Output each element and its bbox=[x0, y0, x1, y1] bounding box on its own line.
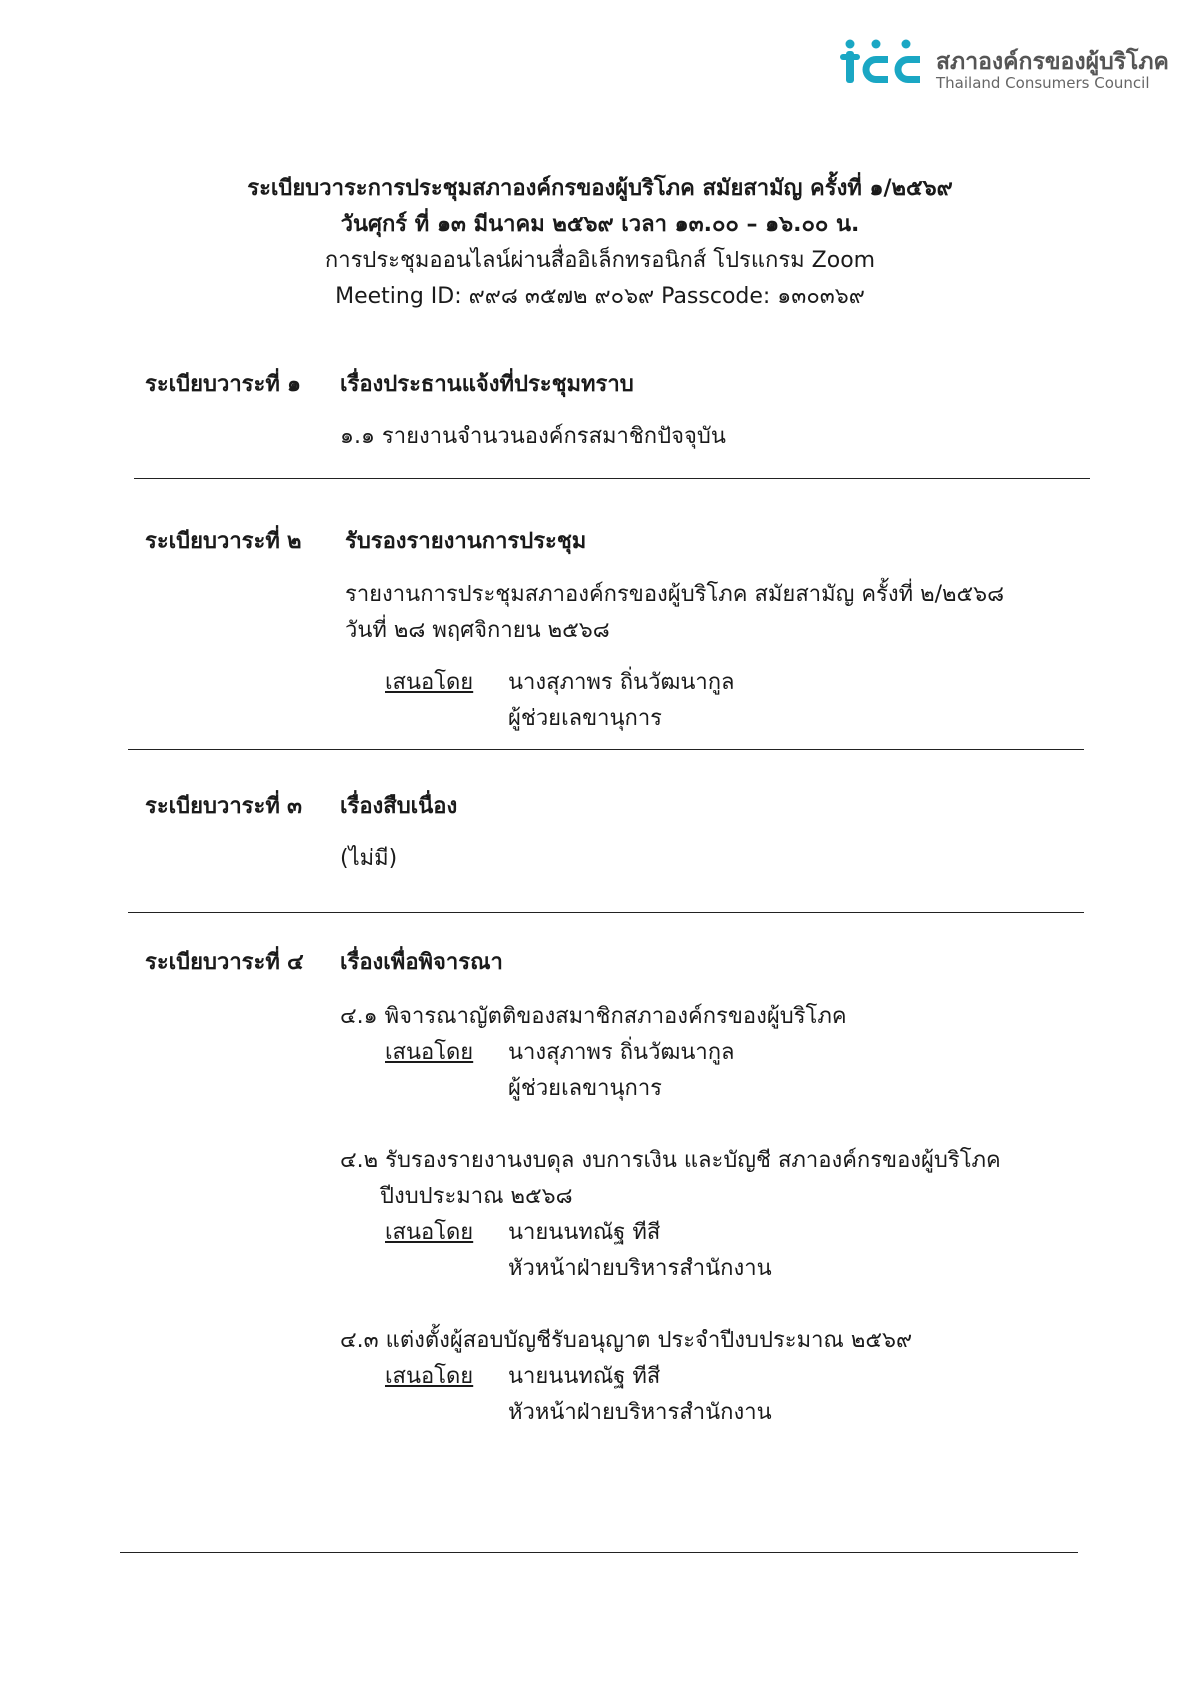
agenda-title: เรื่องสืบเนื่อง bbox=[340, 794, 458, 819]
agenda-number: ๒ bbox=[287, 529, 302, 554]
divider-line bbox=[128, 912, 1084, 913]
agenda-label: ระเบียบวาระที่ bbox=[145, 950, 280, 975]
logo-name-english: Thailand Consumers Council bbox=[936, 74, 1150, 92]
agenda-title: เรื่องเพื่อพิจารณา bbox=[340, 950, 503, 975]
meeting-title: ระเบียบวาระการประชุมสภาองค์กรของผู้บริโภค สมัยสามัญ ครั้งที่ ๑/๒๕๖๙ bbox=[247, 176, 953, 201]
meeting-id-passcode: Meeting ID: ๙๙๘ ๓๕๗๒ ๙๐๖๙ Passcode: ๑๓๐๓๖๙ bbox=[335, 284, 865, 309]
agenda-description: รายงานการประชุมสภาองค์กรของผู้บริโภค สมัยสามัญ ครั้งที่ ๒/๒๕๖๘ bbox=[345, 582, 1005, 607]
agenda-title: เรื่องประธานแจ้งที่ประชุมทราบ bbox=[340, 372, 634, 397]
presented-by-label: เสนอโดย bbox=[385, 1220, 474, 1245]
agenda-title: รับรองรายงานการประชุม bbox=[345, 529, 587, 554]
agenda-subitem: ๑.๑ รายงานจำนวนองค์กรสมาชิกปัจจุบัน bbox=[340, 424, 726, 449]
agenda-number: ๔ bbox=[287, 950, 304, 975]
agenda-subitem-continued: ปีงบประมาณ ๒๕๖๘ bbox=[380, 1184, 573, 1209]
agenda-label: ระเบียบวาระที่ bbox=[145, 529, 280, 554]
agenda-subitem: ๔.๒ รับรองรายงานงบดุล งบการเงิน และบัญชี สภาองค์กรของผู้บริโภค bbox=[340, 1148, 1001, 1173]
agenda-subitem: ๔.๓ แต่งตั้งผู้สอบบัญชีรับอนุญาต ประจำปีงบประมาณ ๒๕๖๙ bbox=[340, 1328, 913, 1353]
presenter-title: ผู้ช่วยเลขานุการ bbox=[508, 706, 662, 731]
agenda-number: ๓ bbox=[287, 794, 303, 819]
agenda-number: ๑ bbox=[287, 372, 301, 397]
divider-line bbox=[128, 749, 1084, 750]
footer-divider-line bbox=[120, 1552, 1078, 1553]
presenter-title: หัวหน้าฝ่ายบริหารสำนักงาน bbox=[508, 1400, 772, 1425]
presenter-name: นางสุภาพร ถิ่นวัฒนากูล bbox=[508, 670, 735, 695]
agenda-description-date: วันที่ ๒๘ พฤศจิกายน ๒๕๖๘ bbox=[345, 618, 610, 643]
presenter-name: นายนนทณัฐ ทีสี bbox=[508, 1364, 661, 1389]
divider-line bbox=[134, 478, 1090, 479]
tcc-logo-mark-icon bbox=[838, 38, 928, 88]
agenda-label: ระเบียบวาระที่ bbox=[145, 372, 280, 397]
tcc-logo bbox=[838, 38, 1169, 98]
agenda-label: ระเบียบวาระที่ bbox=[145, 794, 280, 819]
presenter-title: ผู้ช่วยเลขานุการ bbox=[508, 1076, 662, 1101]
meeting-venue: การประชุมออนไลน์ผ่านสื่ออิเล็กทรอนิกส์ โปรแกรม Zoom bbox=[324, 248, 876, 273]
presenter-name: นางสุภาพร ถิ่นวัฒนากูล bbox=[508, 1040, 735, 1065]
agenda-subitem: ๔.๑ พิจารณาญัตติของสมาชิกสภาองค์กรของผู้บริโภค bbox=[340, 1004, 847, 1029]
presenter-name: นายนนทณัฐ ทีสี bbox=[508, 1220, 661, 1245]
meeting-datetime: วันศุกร์ ที่ ๑๓ มีนาคม ๒๕๖๙ เวลา ๑๓.๐๐ – ๑๖.๐๐ น. bbox=[340, 212, 860, 237]
presented-by-label: เสนอโดย bbox=[385, 670, 474, 695]
presented-by-label: เสนอโดย bbox=[385, 1040, 474, 1065]
agenda-subitem: (ไม่มี) bbox=[340, 846, 398, 871]
presenter-title: หัวหน้าฝ่ายบริหารสำนักงาน bbox=[508, 1256, 772, 1281]
presented-by-label: เสนอโดย bbox=[385, 1364, 474, 1389]
logo-name-thai: สภาองค์กรของผู้บริโภค bbox=[936, 49, 1169, 75]
